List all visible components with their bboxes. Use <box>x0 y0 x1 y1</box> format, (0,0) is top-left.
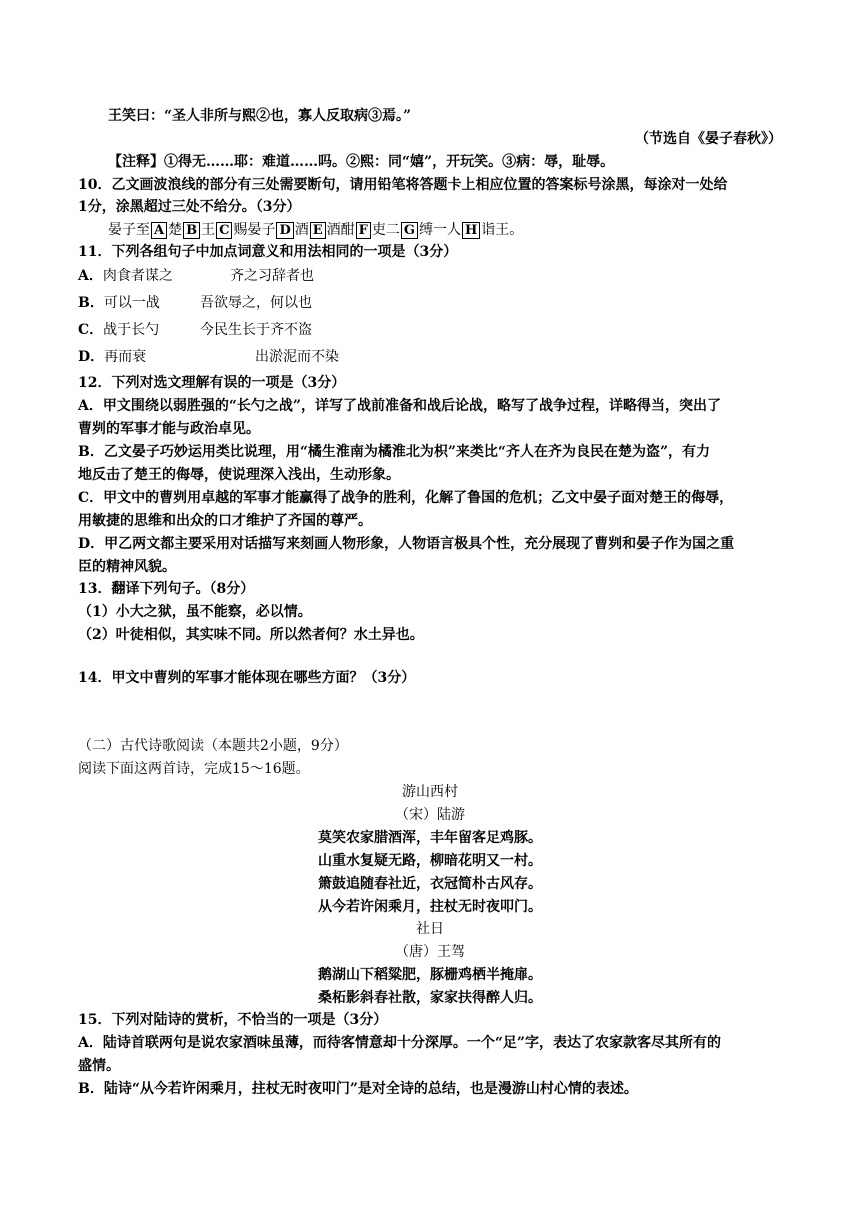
q11-option-b-b: 吾欲辱之，何以也 <box>200 295 312 311</box>
q13-sentence-1: （1）小大之狱，虽不能察，必以情。 <box>78 604 312 620</box>
q11-option-d[interactable]: D．再而衰 <box>78 349 147 365</box>
poem1-line: 从今若许闲乘月，拄杖无时夜叩门。 <box>318 899 542 915</box>
q15-b-line1: B．陆诗“从今若许闲乘月，拄杖无时夜叩门”是对全诗的总结，也是漫游山村心情的表述。 <box>78 1081 638 1097</box>
q10-seg: 赐晏子 <box>233 222 276 238</box>
q11-option-d-b: 出淤泥而不染 <box>255 349 339 365</box>
section2-intro: 阅读下面这两首诗，完成15～16题。 <box>78 761 310 777</box>
q12-c-line1: C．甲文中的曹刿用卓越的军事才能赢得了战争的胜利，化解了鲁国的危机；乙文中晏子面对楚王的侮辱， <box>78 490 734 506</box>
q15-a-line2: 盛情。 <box>78 1058 120 1074</box>
passage-king-laugh: 王笑曰：“圣人非所与熙②也，寡人反取病③焉。” <box>108 108 412 124</box>
poem1-line: 箫鼓追随春社近，衣冠简朴古风存。 <box>318 876 542 892</box>
q11-option-b[interactable]: B．可以一战 <box>78 295 160 311</box>
q12-d-line1: D．甲乙两文都主要采用对话描写来刻画人物形象，人物语言极具个性，充分展现了曹刿和晏子作为国之重 <box>78 536 735 552</box>
q13-sentence-2: （2）叶徒相似，其实味不同。所以然者何？水土异也。 <box>78 627 424 643</box>
poem2-line: 桑柘影斜春社散，家家扶得醉人归。 <box>318 990 542 1006</box>
passage-source: （节选自《晏子春秋》） <box>635 131 782 147</box>
poem1-line: 莫笑农家腊酒浑，丰年留客足鸡豚。 <box>318 830 542 846</box>
q11-option-c-b: 今民生长于齐不盗 <box>200 322 312 338</box>
q10-label-b[interactable]: B <box>183 222 200 239</box>
q10-seg: 缚一人 <box>419 222 461 238</box>
q12-c-line2: 用敏捷的思维和出众的口才维护了齐国的尊严。 <box>78 513 372 529</box>
q12-a-line1: A．甲文围绕以弱胜强的“长勺之战”，详写了战前准备和战后论战，略写了战争过程，详略得当，突出了 <box>78 398 721 414</box>
q12-b-line1: B．乙文晏子巧妙运用类比说理，用“橘生淮南为橘淮北为枳”来类比“齐人在齐为良民在楚为盗”，有力 <box>78 444 711 460</box>
q12-d-line2: 臣的精神风貌。 <box>78 559 176 575</box>
q10-line1: 10．乙文画波浪线的部分有三处需要断句，请用铅笔将答题卡上相应位置的答案标号涂黑，每涂对一处给 <box>78 177 728 193</box>
poem1-line: 山重水复疑无路，柳暗花明又一村。 <box>318 853 542 869</box>
q10-seg: 王 <box>201 222 216 238</box>
q11-option-c[interactable]: C．战于长勺 <box>78 322 160 338</box>
poem1-title: 游山西村 <box>402 784 458 800</box>
section2-title: （二）古代诗歌阅读（本题共2小题，9分） <box>78 738 348 754</box>
poem1-author: （宋）陆游 <box>395 807 465 823</box>
q12-b-line2: 地反击了楚王的侮辱，使说理深入浅出，生动形象。 <box>78 467 400 483</box>
passage-note: 【注释】①得无……耶：难道……吗。②熙：同“嬉”，开玩笑。③病：辱，耻辱。 <box>108 154 615 170</box>
q11-option-a[interactable]: A．肉食者谋之 <box>78 268 173 284</box>
q15-stem: 15．下列对陆诗的赏析，不恰当的一项是（3分） <box>78 1012 388 1028</box>
poem2-title: 社日 <box>416 921 444 937</box>
q10-seg: 楚 <box>168 222 183 238</box>
q10-line2: 1分，涂黑超过三处不给分。（3分） <box>78 199 301 215</box>
q10-seg: 酒 <box>294 222 309 238</box>
q12-a-line2: 曹刿的军事才能与政治卓见。 <box>78 421 260 437</box>
q10-seg: 吏二 <box>371 222 400 238</box>
poem2-author: （唐）王驾 <box>395 944 465 960</box>
q14-stem: 14．甲文中曹刿的军事才能体现在哪些方面？（3分） <box>78 670 416 686</box>
q15-a-line1: A．陆诗首联两句是说农家酒味虽薄，而待客情意却十分深厚。一个“足”字，表达了农家款客尽其所有的 <box>78 1035 721 1051</box>
q10-seg: 诣王。 <box>481 222 524 238</box>
q10-label-h[interactable]: H <box>462 222 480 239</box>
q12-stem: 12．下列对选文理解有误的一项是（3分） <box>78 375 346 391</box>
q10-label-g[interactable]: G <box>401 222 418 239</box>
q13-stem: 13．翻译下列句子。（8分） <box>78 581 255 597</box>
q10-label-c[interactable]: C <box>216 222 232 239</box>
poem2-line: 鹅湖山下稻粱肥，豚栅鸡栖半掩扉。 <box>318 967 542 983</box>
q11-stem: 11．下列各组句子中加点词意义和用法相同的一项是（3分） <box>78 244 458 260</box>
q10-label-e[interactable]: E <box>310 222 326 239</box>
q10-seg: 晏子至 <box>108 222 150 238</box>
q10-seg: 酒酣 <box>326 222 355 238</box>
q11-option-a-b: 齐之习辞者也 <box>230 268 314 284</box>
q10-label-f[interactable]: F <box>356 222 371 239</box>
q10-label-a[interactable]: A <box>151 222 167 239</box>
q10-label-d[interactable]: D <box>276 222 293 239</box>
q10-segmentation <box>108 220 523 240</box>
